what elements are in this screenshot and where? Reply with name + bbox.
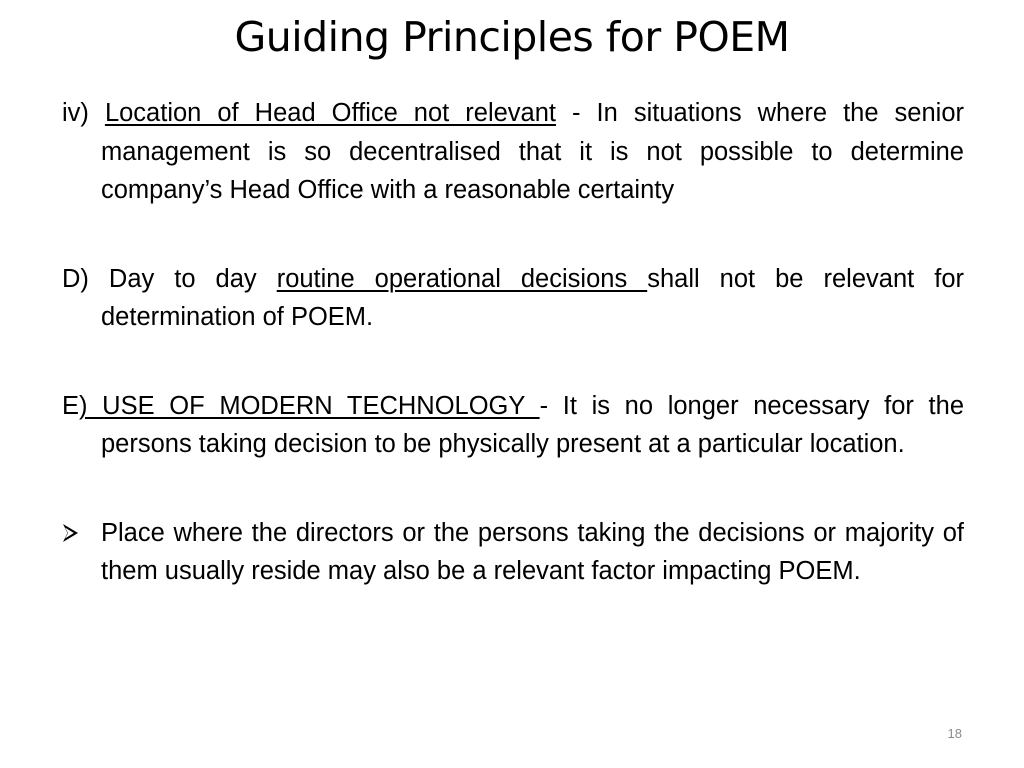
paragraph-prefix: D) Day to day <box>62 264 277 293</box>
bullet-text: Place where the directors or the persons taking the decisions or majority of them usually reside may also be a relevant factor impacting POEM. <box>101 518 964 585</box>
paragraph-spacer <box>62 464 964 514</box>
paragraph-body: shall not be relevant for determination of POEM. <box>101 264 964 331</box>
paragraph-body: - In situations where the senior management is so decentralised that it is not possible to determine company’s Head Office with a reasonable certainty <box>101 99 964 204</box>
paragraph-modern-technology <box>62 387 964 464</box>
paragraph-prefix: iv) <box>62 99 105 127</box>
paragraph-location-head-office <box>62 94 964 210</box>
paragraph-underlined-heading: routine operational decisions <box>276 264 648 293</box>
slide-title: Guiding Principles for POEM <box>234 13 790 61</box>
arrowhead-bullet-icon <box>62 514 92 553</box>
paragraph-prefix: E <box>62 391 80 420</box>
page-number: 18 <box>947 726 962 741</box>
paragraph-spacer <box>62 210 964 260</box>
paragraph-underlined-heading: Location of Head Office not relevant <box>104 99 557 127</box>
paragraph-spacer <box>62 337 964 387</box>
slide-content <box>62 94 964 591</box>
paragraph-routine-decisions <box>62 260 964 337</box>
bullet-paragraph-residence <box>62 514 964 591</box>
paragraph-body: - It is no longer necessary for the persons taking decision to be physically present at a particular location. <box>101 391 964 458</box>
paragraph-underlined-heading: ) USE OF MODERN TECHNOLOGY <box>79 391 540 420</box>
